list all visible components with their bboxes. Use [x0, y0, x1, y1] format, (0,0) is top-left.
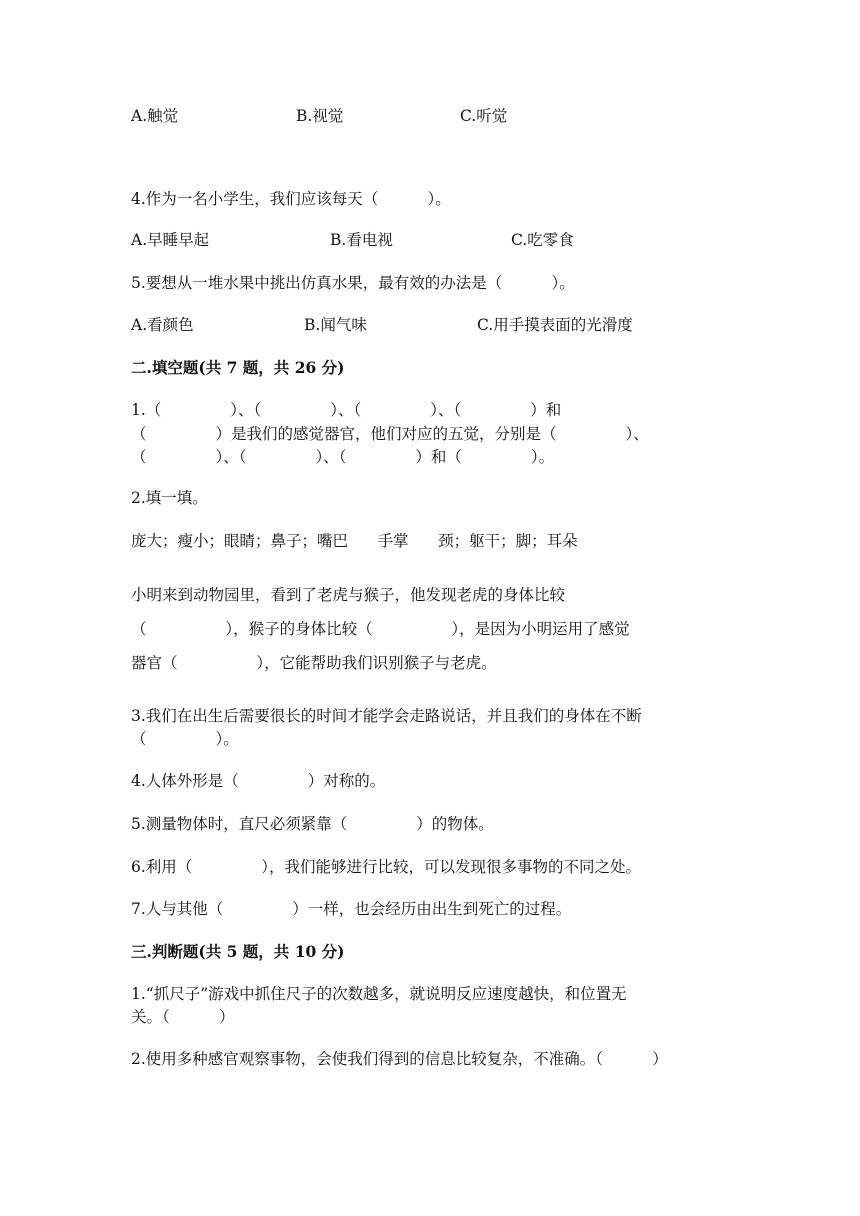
s2-q1-line1: 1.（ ）、（ ）、（ ）、（ ）和 — [131, 401, 562, 419]
q3-option-c: C.听觉 — [460, 107, 508, 125]
s3-q2: 2.使用多种感官观察事物，会使我们得到的信息比较复杂，不准确。（ ） — [131, 1050, 668, 1068]
q4-option-c: C.吃零食 — [511, 231, 574, 249]
s2-q2-title: 2.填一填。 — [131, 489, 208, 507]
s2-q3-line1: 3.我们在出生后需要很长的时间才能学会走路说话，并且我们的身体在不断 — [131, 707, 642, 725]
q3-option-b: B.视觉 — [296, 107, 344, 125]
section2-title: 二.填空题(共 7 题，共 26 分) — [131, 358, 345, 377]
s2-q7: 7.人与其他（ ）一样，也会经历由出生到死亡的过程。 — [131, 900, 572, 918]
s3-q1-line2: 关。（ ） — [131, 1008, 235, 1026]
q5-option-c: C.用手摸表面的光滑度 — [477, 316, 633, 334]
q4-option-b: B.看电视 — [330, 231, 393, 249]
s2-q2-word-bank: 庞大；瘦小；眼睛；鼻子；嘴巴 手掌 颈；躯干；脚；耳朵 — [131, 532, 578, 550]
s3-q1-line1: 1.“抓尺子”游戏中抓住尺子的次数越多，就说明反应速度越快，和位置无 — [131, 985, 627, 1003]
q4-question: 4.作为一名小学生，我们应该每天（ ）。 — [131, 190, 451, 208]
s2-q2-text-line3: 器官（ ），它能帮助我们识别猴子与老虎。 — [131, 654, 497, 672]
section3-title: 三.判断题(共 5 题，共 10 分) — [131, 942, 345, 961]
q5-question: 5.要想从一堆水果中挑出仿真水果，最有效的办法是（ ）。 — [131, 274, 575, 292]
q4-option-a: A.早睡早起 — [131, 231, 210, 249]
s2-q2-text-line2: （ ），猴子的身体比较（ ），是因为小明运用了感觉 — [131, 620, 630, 638]
s2-q3-line2: （ ）。 — [131, 730, 239, 748]
s2-q1-line2: （ ）是我们的感觉器官，他们对应的五觉，分别是（ ）、 — [131, 425, 649, 443]
q5-option-b: B.闻气味 — [304, 316, 367, 334]
s2-q2-text-line1: 小明来到动物园里，看到了老虎与猴子，他发现老虎的身体比较 — [131, 586, 566, 604]
s2-q5: 5.测量物体时，直尺必须紧靠（ ）的物体。 — [131, 815, 494, 833]
q5-option-a: A.看颜色 — [131, 316, 194, 334]
s2-q4: 4.人体外形是（ ）对称的。 — [131, 772, 386, 790]
s2-q6: 6.利用（ ），我们能够进行比较，可以发现很多事物的不同之处。 — [131, 858, 642, 876]
q3-option-a: A.触觉 — [131, 107, 179, 125]
s2-q1-line3: （ ）、（ ）、（ ）和（ ）。 — [131, 448, 555, 466]
